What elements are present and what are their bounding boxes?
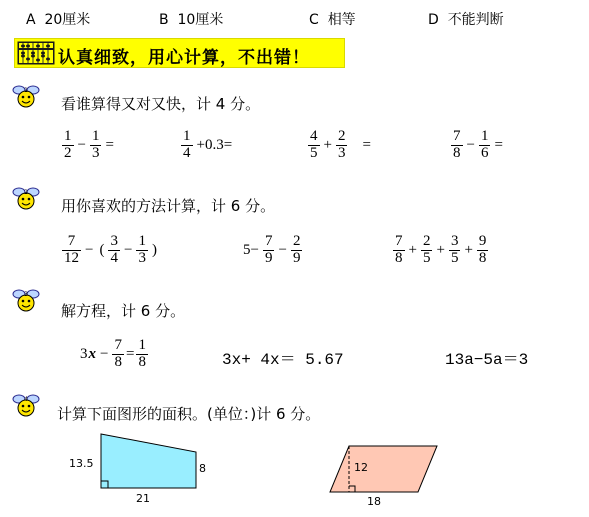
fraction [90, 129, 102, 162]
numerator: 2 [292, 233, 301, 249]
equals-sign: = [362, 136, 371, 153]
operator: + [436, 241, 445, 258]
fraction [108, 234, 120, 267]
s1-problem-3 [307, 129, 374, 162]
numerator: 2 [422, 233, 431, 249]
abacus-icon [17, 41, 55, 65]
numerator: 7 [453, 128, 461, 144]
choice-b-text: 10厘米 [177, 12, 224, 28]
numerator: 1 [138, 337, 146, 353]
s1-problem-2 [180, 129, 235, 162]
fraction [62, 234, 81, 267]
denominator: 5 [422, 249, 431, 266]
expression-lead: 5− [243, 241, 259, 258]
numerator: 7 [114, 337, 122, 353]
denominator: 8 [138, 353, 146, 370]
denominator: 3 [337, 144, 346, 161]
denominator: 5 [310, 144, 318, 161]
choice-b-letter: B [159, 12, 169, 28]
s1-problem-1 [61, 129, 117, 162]
left-paren: ( [99, 241, 105, 258]
numerator: 2 [337, 128, 346, 144]
denominator: 3 [138, 249, 146, 266]
fraction [479, 129, 491, 162]
fraction [181, 129, 193, 162]
s3-problem-2: 3x+ 4x＝ 5.67 [222, 351, 344, 369]
s2-problem-2 [240, 234, 303, 267]
fraction [477, 234, 489, 267]
section-2-title: 用你喜欢的方法计算，计 6 分。 [61, 197, 276, 215]
fraction [136, 338, 148, 371]
denominator: 5 [450, 249, 459, 266]
bee-icon-1 [11, 84, 41, 110]
numerator: 1 [138, 233, 146, 249]
section-1-title: 看谁算得又对又快，计 4 分。 [61, 95, 261, 113]
operator: − [123, 241, 133, 258]
numerator: 9 [478, 233, 487, 249]
bee-icon-3 [11, 288, 41, 314]
numerator: 1 [91, 128, 100, 144]
numerator: 1 [64, 128, 72, 144]
denominator: 8 [453, 144, 461, 161]
denominator: 4 [183, 144, 191, 161]
variable: x [88, 345, 96, 362]
denominator: 9 [292, 249, 301, 266]
fraction [62, 129, 74, 162]
parallelogram-base-label: 18 [367, 495, 381, 508]
bee-number-3: 3 [24, 291, 28, 298]
trapezoid-shape [101, 434, 196, 488]
numerator: 1 [183, 128, 191, 144]
numerator: 4 [310, 128, 318, 144]
trapezoid-left-label: 13.5 [69, 457, 94, 470]
operator: + [408, 241, 417, 258]
numerator: 1 [480, 128, 489, 144]
choice-d [428, 9, 504, 29]
fraction [336, 129, 348, 162]
operator: + [323, 136, 332, 153]
denominator: 9 [264, 249, 273, 266]
fraction [421, 234, 433, 267]
parallelogram-figure [325, 436, 445, 510]
s3-problem-1 [80, 338, 149, 371]
choice-c [309, 9, 356, 29]
bee-icon-4 [11, 393, 41, 419]
operator: − [466, 136, 475, 153]
choice-a-text: 20厘米 [44, 12, 91, 28]
denominator: 3 [91, 144, 100, 161]
right-paren: ) [151, 241, 157, 258]
numerator: 3 [110, 233, 118, 249]
operator: + [464, 241, 473, 258]
coefficient: 3 [80, 345, 88, 362]
equals-sign: = [105, 136, 114, 153]
s1-problem-4 [450, 129, 506, 162]
numerator: 7 [264, 233, 273, 249]
banner-text: 认真细致，用心计算，不出错！ [58, 48, 310, 68]
choice-c-text: 相等 [327, 12, 356, 28]
numerator: 3 [450, 233, 459, 249]
parallelogram-shape [330, 446, 437, 492]
parallelogram-height-label: 12 [354, 461, 368, 474]
operator: − [278, 241, 287, 258]
operator: − [100, 345, 109, 362]
section-4-title: 计算下面图形的面积。(单位：)计 6 分。 [57, 405, 321, 423]
trapezoid-right-label: 8 [199, 462, 206, 475]
fraction [451, 129, 463, 162]
bee-number-2: 2 [24, 189, 28, 196]
equals-sign: = [125, 345, 135, 362]
bee-number-1: 1 [24, 87, 28, 94]
denominator: 8 [395, 249, 403, 266]
denominator: 6 [480, 144, 489, 161]
choice-c-letter: C [309, 12, 319, 28]
equals-sign: = [494, 136, 503, 153]
fraction [308, 129, 320, 162]
denominator: 8 [114, 353, 122, 370]
denominator: 4 [110, 249, 118, 266]
choice-d-letter: D [428, 12, 439, 28]
fraction [136, 234, 148, 267]
choice-b [159, 9, 223, 29]
choice-a [26, 9, 90, 29]
denominator: 12 [64, 249, 79, 266]
denominator: 2 [64, 144, 72, 161]
numerator: 7 [395, 233, 403, 249]
trapezoid-bottom-label: 21 [136, 492, 150, 505]
fraction [449, 234, 461, 267]
fraction [112, 338, 124, 371]
fraction [291, 234, 303, 267]
operator: − [85, 241, 94, 258]
fraction [263, 234, 275, 267]
s2-problem-3 [392, 234, 489, 267]
choice-d-text: 不能判断 [447, 12, 504, 28]
bee-number-4: 4 [24, 396, 28, 403]
expression-rest: +0.3= [196, 136, 233, 153]
numerator: 7 [62, 234, 81, 251]
choice-a-letter: A [26, 12, 36, 28]
motto-banner [14, 38, 345, 68]
bee-icon-2 [11, 186, 41, 212]
s3-problem-3: 13a−5a＝3 [445, 351, 529, 369]
s2-problem-1 [61, 234, 160, 267]
operator: − [77, 136, 86, 153]
denominator: 8 [478, 249, 487, 266]
fraction [393, 234, 405, 267]
trapezoid-figure [66, 430, 216, 510]
section-3-title: 解方程，计 6 分。 [61, 302, 186, 320]
